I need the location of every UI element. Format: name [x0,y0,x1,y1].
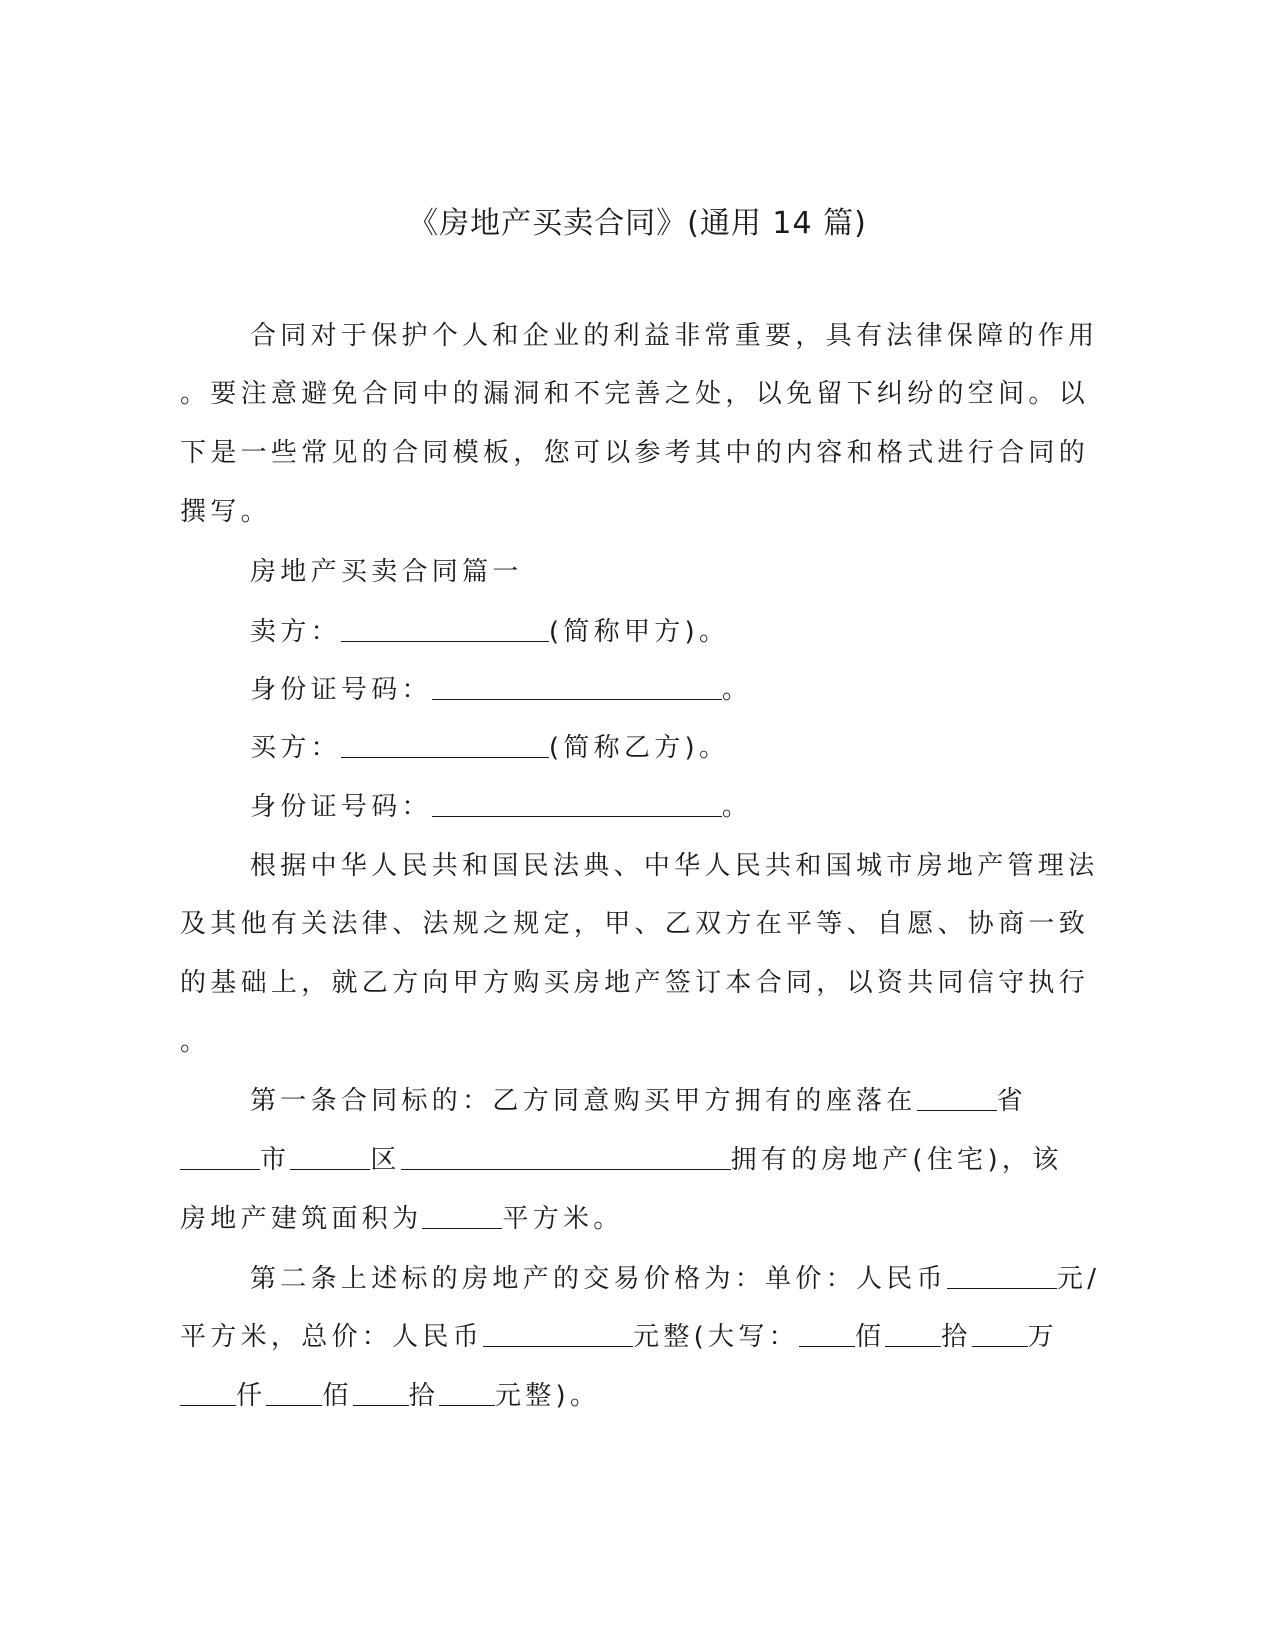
address-blank [401,1145,731,1170]
total-blank [483,1322,633,1347]
basis-line-2: 及其他有关法律、法规之规定，甲、乙双方在平等、自愿、协商一致 [180,909,1090,939]
basis-line-1: 根据中华人民共和国民法典、中华人民共和国城市房地产管理法 [250,851,1099,881]
district-blank [290,1145,370,1170]
seller-id-line [0,672,1275,708]
wan-blank [972,1322,1028,1347]
seller-line [0,614,1275,650]
seller-id-label: 身份证号码： [250,675,432,705]
article1-tail: 拥有的房地产(住宅)，该 [730,1145,1063,1175]
buyer-id-line [0,789,1275,825]
district-label: 区 [370,1145,401,1175]
area-blank [422,1204,502,1229]
article2-line-3 [0,1378,1275,1414]
shi-blank-1 [885,1322,941,1347]
buyer-label: 买方： [250,733,341,763]
unit-price-blank [947,1264,1057,1289]
total-end: 元整)。 [494,1381,601,1411]
bai-blank-1 [799,1322,855,1347]
seller-label: 卖方： [250,617,341,647]
city-blank [180,1145,260,1170]
area-text: 房地产建筑面积为 [180,1204,423,1234]
intro-line-4: 撰写。 [180,497,271,527]
buyer-suffix: (简称乙方)。 [548,733,730,763]
unit-price-unit: 元/ [1056,1264,1101,1294]
buyer-blank [341,733,549,758]
intro-line-1: 合同对于保护个人和企业的利益非常重要，具有法律保障的作用 [250,321,1099,351]
seller-blank [341,617,549,642]
article1-line-1 [0,1083,1275,1119]
article1-line-2 [0,1142,1275,1178]
shi-blank-2 [353,1381,409,1406]
city-label: 市 [260,1145,291,1175]
province-blank [917,1086,997,1111]
seller-id-suffix: 。 [721,675,753,705]
shi-label-1: 拾 [941,1322,972,1352]
shi-label-2: 拾 [408,1381,439,1411]
area-unit: 平方米。 [502,1204,624,1234]
article2-line-2 [0,1319,1275,1355]
province-label: 省 [996,1086,1027,1116]
article2-line-1 [0,1261,1275,1297]
seller-suffix: (简称甲方)。 [548,617,730,647]
total-unit: 元整(大写： [633,1322,799,1352]
bai-label-1: 佰 [854,1322,886,1352]
basis-line-4: 。 [180,1027,211,1057]
section-heading: 房地产买卖合同篇一 [250,557,523,587]
article2-text: 第二条上述标的房地产的交易价格为：单价：人民币 [250,1264,947,1294]
basis-line-3: 的基础上，就乙方向甲方购买房地产签订本合同，以资共同信守执行 [180,968,1090,998]
bai-blank-2 [266,1381,322,1406]
buyer-id-label: 身份证号码： [250,792,432,822]
buyer-line [0,730,1275,766]
buyer-id-blank [432,792,722,817]
article1-text: 第一条合同标的：乙方同意购买甲方拥有的座落在 [250,1086,917,1116]
intro-line-3: 下是一些常见的合同模板，您可以参考其中的内容和格式进行合同的 [180,438,1090,468]
buyer-id-suffix: 。 [721,792,753,822]
yuan-blank [439,1381,495,1406]
qian-blank [180,1381,236,1406]
seller-id-blank [432,675,722,700]
qian-label: 仟 [236,1381,267,1411]
article1-line-3 [0,1201,1275,1237]
intro-line-2: 。要注意避免合同中的漏洞和不完善之处，以免留下纠纷的空间。以 [180,379,1090,409]
wan-label: 万 [1027,1322,1058,1352]
document-title: 《房地产买卖合同》(通用 14 篇) [408,206,867,241]
bai-label-2: 佰 [322,1381,353,1411]
total-text: 平方米，总价：人民币 [180,1322,484,1352]
